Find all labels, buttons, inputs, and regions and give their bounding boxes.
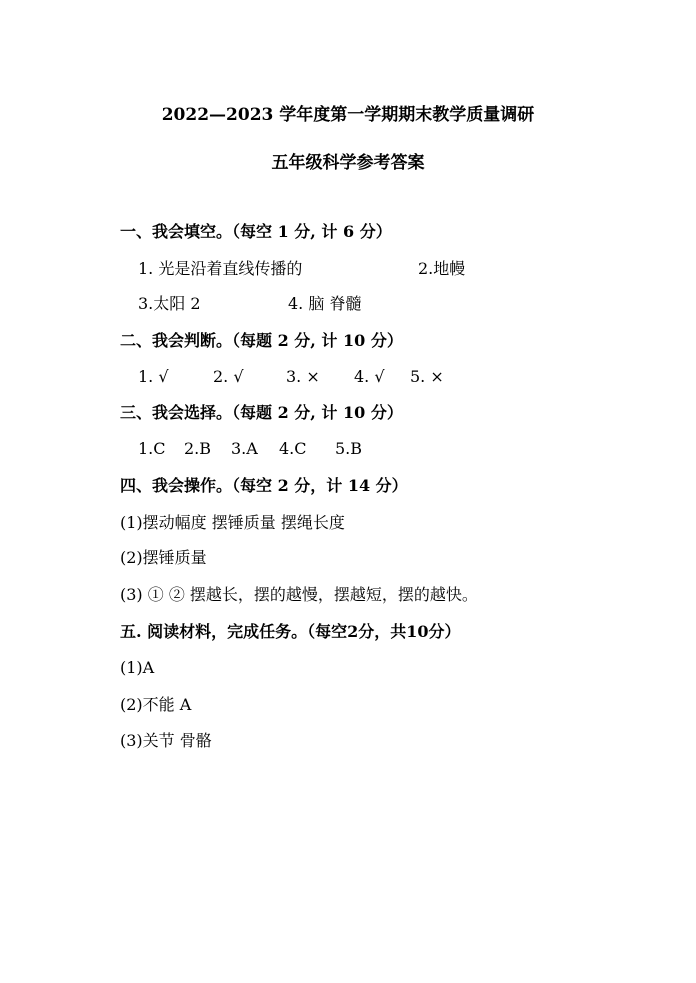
section-5-item-1: (1)A xyxy=(120,658,155,677)
section-3-answer-4: 4.C xyxy=(279,439,307,458)
section-1-heading: 一、我会填空。（每空 1 分, 计 6 分） xyxy=(120,222,392,241)
section-3-answer-3: 3.A xyxy=(231,439,258,458)
section-5-item-2: (2)不能 A xyxy=(120,695,192,714)
section-1-answer-2: 2.地幔 xyxy=(418,259,466,278)
section-4-item-3: (3) ① ② 摆越长，摆的越慢，摆越短，摆的越快。 xyxy=(120,585,478,604)
section-3-heading: 三、我会选择。（每题 2 分, 计 10 分） xyxy=(120,403,403,422)
section-1-row-1 xyxy=(138,258,598,280)
section-4-item-1: (1)摆动幅度 摆锤质量 摆绳长度 xyxy=(120,513,345,532)
section-4-item-2: (2)摆锤质量 xyxy=(120,548,207,567)
section-2-answer-3: 3. × xyxy=(286,367,320,386)
section-2-answers xyxy=(138,366,478,388)
section-5-heading: 五. 阅读材料，完成任务。（每空2分，共10分） xyxy=(120,622,461,641)
section-1-row-2 xyxy=(138,293,598,315)
section-1-answer-3: 3.太阳 2 xyxy=(138,294,201,313)
section-3-answer-1: 1.C xyxy=(138,439,166,458)
section-2-answer-1: 1. √ xyxy=(138,367,169,386)
section-2-answer-5: 5. × xyxy=(410,367,444,386)
section-4-heading: 四、我会操作。（每空 2 分，计 14 分） xyxy=(120,476,408,495)
page-title: 2022—2023 学年度第一学期期末教学质量调研 xyxy=(161,105,535,125)
section-3-answers xyxy=(138,438,478,460)
page-subtitle: 五年级科学参考答案 xyxy=(271,153,425,173)
section-2-heading: 二、我会判断。（每题 2 分, 计 10 分） xyxy=(120,331,403,350)
section-5-item-3: (3)关节 骨骼 xyxy=(120,731,212,750)
section-2-answer-2: 2. √ xyxy=(213,367,244,386)
section-3-answer-5: 5.B xyxy=(335,439,363,458)
section-3-answer-2: 2.B xyxy=(184,439,212,458)
section-1-answer-4: 4. 脑 脊髓 xyxy=(288,294,362,313)
section-2-answer-4: 4. √ xyxy=(354,367,385,386)
section-1-answer-1: 1. 光是沿着直线传播的 xyxy=(138,259,303,278)
